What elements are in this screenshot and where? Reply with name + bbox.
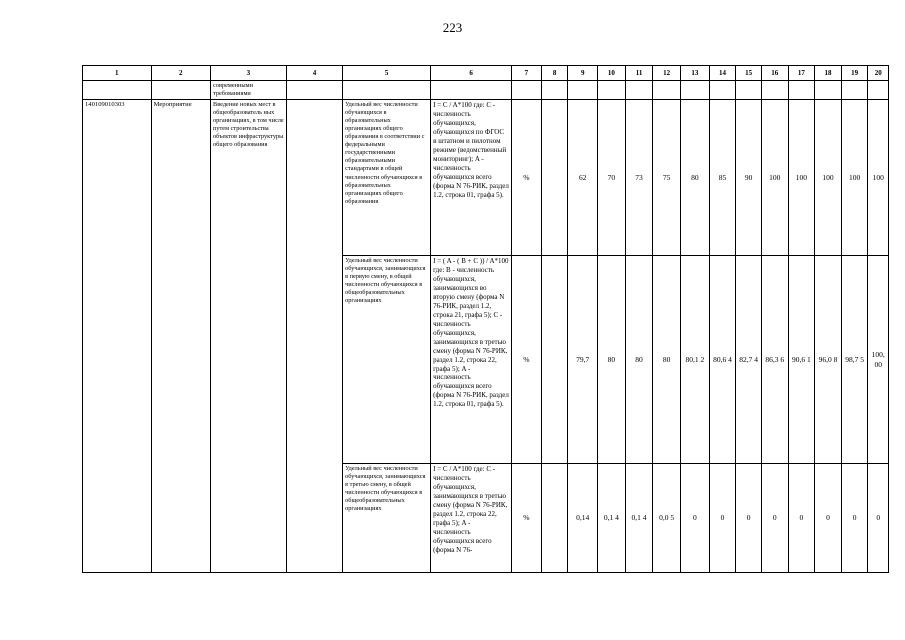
col-header: 5 xyxy=(343,66,431,81)
col-header: 16 xyxy=(761,66,788,81)
col-header: 15 xyxy=(736,66,762,81)
measure-code: 140109010303 xyxy=(83,100,152,573)
value-cell: 0 xyxy=(736,464,762,573)
value-cell: 86,3 6 xyxy=(761,256,788,464)
indicator-name: Удельный вес численности обучающихся в образовательных организациях общего образования в соответствии с федеральными государственными образовательными стандартами в общей численности обучающихся в образовательных организациях общего образования xyxy=(343,100,431,256)
indicator-formula: I = C / A*100 где: C - численность обучающихся, занимающихся в третью смену (форма N 76-РИК, раздел 1.2, строка 22, графа 5); A - численность обучающихся всего (форма N 76- xyxy=(431,464,512,573)
col-header: 14 xyxy=(709,66,736,81)
table-row xyxy=(83,100,889,256)
indicator-table xyxy=(82,65,889,573)
indicator-unit: % xyxy=(512,100,542,256)
value-cell: 85 xyxy=(709,100,736,256)
value-cell: 62 xyxy=(568,100,598,256)
value-cell: 100 xyxy=(761,100,788,256)
value-cell: 80,1 2 xyxy=(680,256,709,464)
value-cell: 100 xyxy=(868,100,889,256)
indicator-formula: I = ( A - ( B + C )) / A*100 где: B - численность обучающихся, занимающихся во вторую смену (форма N 76-РИК, раздел 1.2, строка 21, графа 5); C - численность обучающихся, занимающихся в третью смену (форма N 76-РИК, раздел 1.2, строка 22, графа 5); A - численность обучающихся всего (форма N 76-РИК, раздел 1.2, строка 01, графа 5). xyxy=(431,256,512,464)
value-cell: 80 xyxy=(680,100,709,256)
page-number: 223 xyxy=(442,20,463,35)
indicator-formula: I = C / A*100 где: C - численность обучающихся, обучающихся по ФГОС в штатном и пилотном режиме (ведомственный мониторинг); A - численность обучающихся всего (форма N 76-РИК, раздел 1.2, строка 01, графа 5). xyxy=(431,100,512,256)
indicator-name: Удельный вес численности обучающихся, занимающихся в первую смену, в общей численности обучающихся в общеобразовательных организациях xyxy=(343,256,431,464)
value-cell: 80 xyxy=(598,256,626,464)
value-cell: 0,0 5 xyxy=(653,464,681,573)
value-cell: 0 xyxy=(761,464,788,573)
value-cell: 79,7 xyxy=(568,256,598,464)
value-cell: 0,14 xyxy=(568,464,598,573)
measure-type: Мероприятие xyxy=(151,100,210,573)
value-cell xyxy=(541,100,568,256)
col-header: 11 xyxy=(625,66,653,81)
col-header: 10 xyxy=(598,66,626,81)
indicator-unit: % xyxy=(512,464,542,573)
col-header: 20 xyxy=(868,66,889,81)
col-header: 18 xyxy=(815,66,842,81)
value-cell: 0 xyxy=(709,464,736,573)
col-header: 1 xyxy=(83,66,152,81)
value-cell: 82,7 4 xyxy=(736,256,762,464)
value-cell: 100, 00 xyxy=(868,256,889,464)
value-cell: 70 xyxy=(598,100,626,256)
value-cell: 80,6 4 xyxy=(709,256,736,464)
col-header: 3 xyxy=(211,66,287,81)
col-header: 19 xyxy=(841,66,868,81)
value-cell: 90 xyxy=(736,100,762,256)
value-cell: 75 xyxy=(653,100,681,256)
value-cell: 80 xyxy=(653,256,681,464)
col-header: 6 xyxy=(431,66,512,81)
indicator-name: Удельный вес численности обучающихся, занимающихся в третью смену, в общей численности обучающихся в общеобразовательных организациях xyxy=(343,464,431,573)
value-cell: 0 xyxy=(868,464,889,573)
header-row xyxy=(83,66,889,81)
col-header: 17 xyxy=(788,66,815,81)
continuation-row xyxy=(83,81,889,100)
col-header: 12 xyxy=(653,66,681,81)
col-header: 7 xyxy=(512,66,542,81)
col-header: 8 xyxy=(541,66,568,81)
value-cell: 98,7 5 xyxy=(841,256,868,464)
value-cell: 100 xyxy=(841,100,868,256)
continuation-text: современными требованиями xyxy=(211,81,287,100)
value-cell xyxy=(541,256,568,464)
col-header: 4 xyxy=(286,66,342,81)
value-cell: 100 xyxy=(815,100,842,256)
value-cell: 0,1 4 xyxy=(598,464,626,573)
value-cell: 0 xyxy=(680,464,709,573)
empty-cell xyxy=(286,100,342,573)
col-header: 2 xyxy=(151,66,210,81)
value-cell: 0 xyxy=(815,464,842,573)
value-cell: 0 xyxy=(788,464,815,573)
value-cell: 90,6 1 xyxy=(788,256,815,464)
value-cell: 96,0 8 xyxy=(815,256,842,464)
value-cell: 80 xyxy=(625,256,653,464)
value-cell: 0,1 4 xyxy=(625,464,653,573)
value-cell: 100 xyxy=(788,100,815,256)
value-cell: 73 xyxy=(625,100,653,256)
col-header: 13 xyxy=(680,66,709,81)
measure-description: Введение новых мест в общеобразователь ных организациях, в том числе путем строительства объектов инфраструктуры общего образования xyxy=(211,100,287,573)
value-cell xyxy=(541,464,568,573)
indicator-unit: % xyxy=(512,256,542,464)
value-cell: 0 xyxy=(841,464,868,573)
col-header: 9 xyxy=(568,66,598,81)
